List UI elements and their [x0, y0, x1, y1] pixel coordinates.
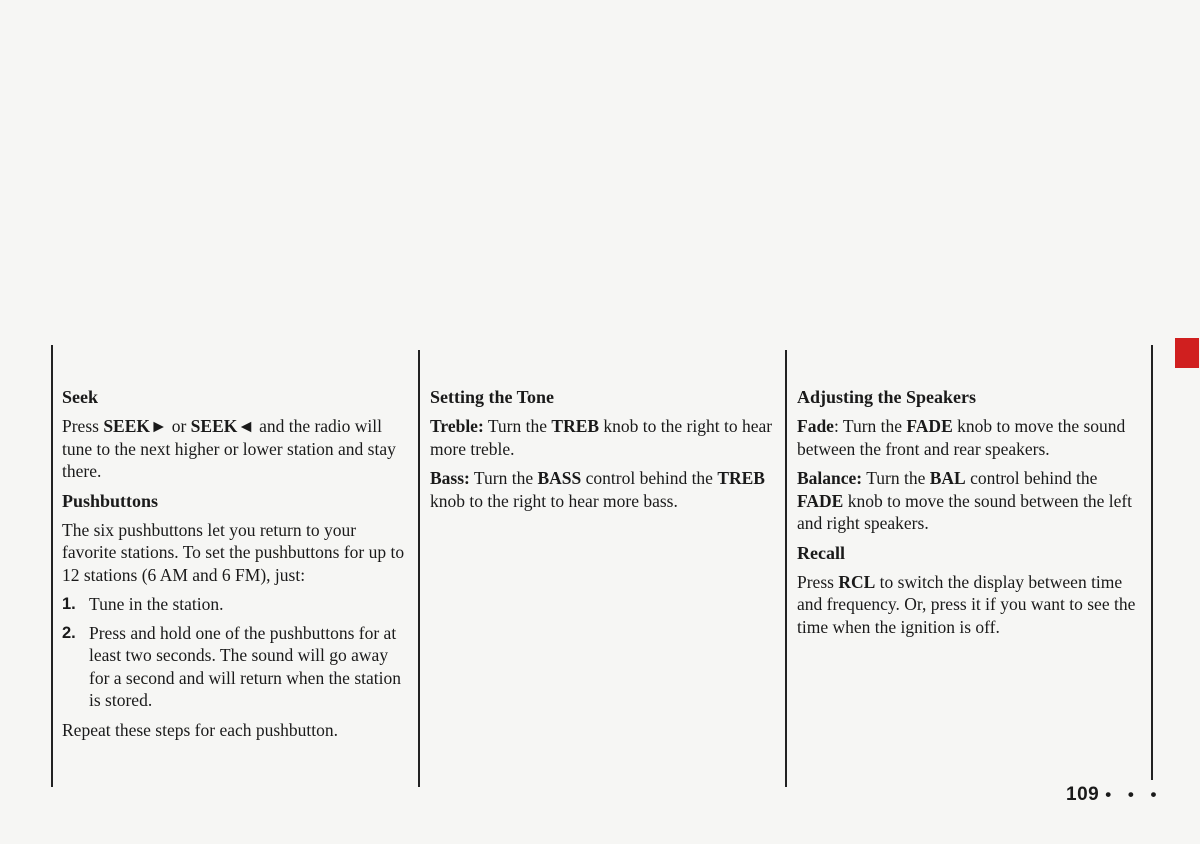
bass-paragraph: [430, 467, 775, 512]
repeat-paragraph: Repeat these steps for each pushbutton.: [62, 719, 339, 740]
column-rule-2: [785, 350, 787, 787]
step-text: Tune in the station.: [89, 594, 224, 614]
bass-text-3: knob to the right to hear more bass.: [430, 490, 678, 511]
column-radio-seek: [62, 386, 407, 748]
page-number-value: 109: [1066, 784, 1100, 805]
recall-heading: Recall: [797, 542, 845, 563]
treb-knob-label: TREB: [717, 468, 765, 488]
pushbutton-steps-list: [62, 593, 407, 712]
bass-text-1: Turn the: [469, 468, 538, 488]
treble-label: Treble:: [430, 416, 484, 436]
treb-knob-label: TREB: [551, 416, 600, 436]
fade-text-2: knob to move the sound between the front and rear speakers.: [797, 416, 1126, 459]
step-text: Press and hold one of the pushbuttons for at least two seconds. The sound will go away for a second and will return when the station is stored.: [89, 622, 401, 710]
fade-paragraph: [797, 415, 1147, 460]
bass-label: Bass:: [430, 468, 470, 488]
tone-heading: Setting the Tone: [430, 387, 555, 407]
recall-text-1: Press: [797, 571, 839, 592]
balance-text-2: control behind the: [965, 468, 1098, 488]
balance-text-3: knob to move the sound between the left and right speakers.: [797, 490, 1133, 533]
recall-text-2: to switch the display between time and frequency. Or, press it if you want to see the time when the ignition is off.: [797, 571, 1136, 637]
fade-knob-label: FADE: [797, 490, 844, 511]
list-item: [62, 593, 407, 616]
balance-text-1: Turn the: [862, 468, 930, 488]
fade-knob-label: FADE: [906, 416, 953, 436]
column-rule-left: [51, 345, 53, 787]
list-item: [62, 622, 407, 712]
pushbuttons-heading: Pushbuttons: [62, 490, 159, 511]
step-number: 1.: [62, 595, 76, 613]
bal-control-label: BAL: [929, 468, 966, 488]
column-tone: [430, 386, 775, 519]
treble-paragraph: [430, 415, 775, 460]
bass-text-2: control behind the: [581, 468, 718, 488]
seek-down-label: SEEK◄: [190, 416, 255, 436]
bass-control-label: BASS: [537, 468, 582, 488]
column-rule-right: [1151, 345, 1153, 780]
seek-text-1: Press: [62, 416, 104, 436]
speakers-heading: Adjusting the Speakers: [797, 387, 977, 407]
column-rule-1: [418, 350, 420, 787]
seek-up-label: SEEK►: [103, 416, 168, 436]
section-tab-marker: [1175, 338, 1199, 368]
seek-paragraph: [62, 415, 407, 483]
seek-heading: Seek: [62, 387, 98, 407]
treble-text-2: knob to the right to hear more treble.: [430, 416, 773, 459]
recall-paragraph: [797, 571, 1147, 639]
fade-label: Fade: [797, 416, 834, 436]
balance-paragraph: [797, 467, 1147, 535]
seek-text-3: and the radio will tune to the next higher or lower station and stay there.: [62, 416, 396, 481]
fade-text-1: : Turn the: [833, 416, 907, 436]
rcl-button-label: RCL: [838, 571, 876, 592]
step-number: 2.: [62, 623, 76, 642]
page-number-dots: • • •: [1105, 785, 1163, 804]
treble-text-1: Turn the: [483, 416, 552, 436]
balance-label: Balance:: [797, 468, 863, 488]
seek-text-2: or: [167, 416, 191, 436]
page-number: [1066, 784, 1163, 806]
column-speakers: [797, 386, 1147, 645]
pushbuttons-paragraph: The six pushbuttons let you return to your favorite stations. To set the pushbuttons for up to 12 stations (6 AM and 6 FM), just:: [62, 519, 405, 585]
